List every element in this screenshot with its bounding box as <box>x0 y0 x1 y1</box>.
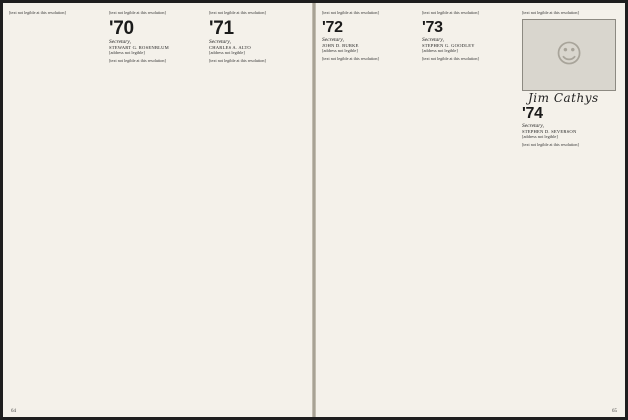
text-column <box>9 10 105 406</box>
body-paragraph: [text not legible at this resolution] <box>9 10 66 15</box>
secretary-label: Secretary, <box>522 123 544 129</box>
secretary-label: Secretary, <box>422 37 444 43</box>
body-paragraph: [text not legible at this resolution] <box>209 10 266 15</box>
secretary-label: Secretary, <box>209 39 231 45</box>
secretary-signature: Jim Cathys <box>528 91 599 105</box>
left-page <box>3 3 312 417</box>
text-column <box>322 10 418 406</box>
page-number: 64 <box>11 409 16 414</box>
secretary-address: [address not legible] <box>322 48 358 54</box>
secretary-name: JOHN D. BURKE <box>322 43 359 48</box>
secretary-name: CHARLES A. ALTO <box>209 45 251 50</box>
class-year-heading: '71 <box>209 18 234 39</box>
class-year-heading: '72 <box>322 19 343 36</box>
text-column <box>522 10 618 406</box>
right-page <box>316 3 625 417</box>
secretary-name: STEWART G. ROSENBLUM <box>109 45 169 50</box>
secretary-address: [address not legible] <box>522 134 558 140</box>
page-number: 65 <box>612 409 617 414</box>
classmate-photo <box>522 19 616 91</box>
text-column <box>422 10 518 406</box>
secretary-name: STEPHEN D. SEVERSON <box>522 129 577 134</box>
body-paragraph: [text not legible at this resolution] <box>322 10 379 15</box>
class-year-heading: '73 <box>422 19 443 36</box>
body-paragraph: [text not legible at this resolution] <box>322 56 379 62</box>
text-column <box>209 10 305 406</box>
body-paragraph: [text not legible at this resolution] <box>422 10 479 15</box>
secretary-label: Secretary, <box>109 39 131 45</box>
class-year-heading: '74 <box>522 105 543 122</box>
class-year-heading: '70 <box>109 18 134 39</box>
secretary-address: [address not legible] <box>109 50 145 56</box>
body-paragraph: [text not legible at this resolution] <box>522 142 579 148</box>
secretary-address: [address not legible] <box>422 48 458 54</box>
secretary-name: STEPHEN G. GOODLEY <box>422 43 475 48</box>
body-paragraph: [text not legible at this resolution] <box>422 56 479 62</box>
secretary-label: Secretary, <box>322 37 344 43</box>
person-photo-icon: ☺ <box>555 39 583 70</box>
body-paragraph: [text not legible at this resolution] <box>109 58 166 64</box>
secretary-address: [address not legible] <box>209 50 245 56</box>
body-paragraph: [text not legible at this resolution] <box>209 58 266 64</box>
text-column <box>109 10 205 406</box>
body-paragraph: [text not legible at this resolution] <box>109 10 166 15</box>
body-paragraph: [text not legible at this resolution] <box>522 10 579 15</box>
